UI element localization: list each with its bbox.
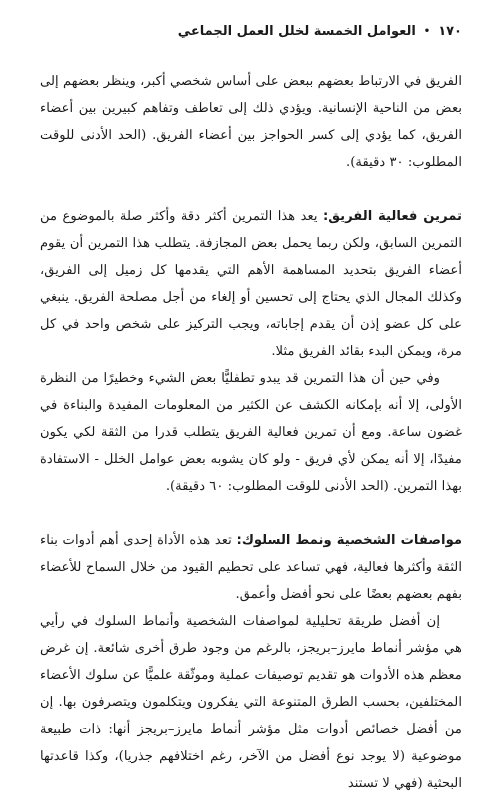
paragraph-text: الفريق في الارتباط بعضهم ببعض على أساس شخصي أكبر، وينظر بعضهم إلى بعض من الناحية الإنسانية. ويؤدي ذلك إلى تعاطف وتفاهم كبيرين بين أعضاء الفريق، كما يؤدي إلى كسر الحواجز بين أعضاء الفريق. (الحد الأدنى للوقت المطلوب: ٣٠ دقيقة). [40,74,462,170]
section-heading: تمرين فعالية الفريق: [322,209,463,224]
paragraph-text: إن أفضل طريقة تحليلية لمواصفات الشخصية وأنماط السلوك في رأيي هي مؤشر أنماط مايرز–بريجز، بالرغم من وجود طرق أخرى شائعة. إن غرض معظم هذه الأدوات هو تقديم توصيفات عملية وموثّقة علميًّا عن سلوك الأعضاء المختلفين، بحسب الطرق المتنوعة التي يفكرون ويتكلمون ويتصرفون بها. إن من أفضل خصائص أدوات مثل مؤشر أنماط مايرز–بريجز أنها: ذات طبيعة موضوعية (لا يوجد نوع أفضل من الآخر، رغم اختلافهم جذريا)، وكذا قاعدتها البحثية (فهي لا تستند [40,614,462,791]
section-gap [40,176,462,203]
paragraph-text: تعد هذه الأداة إحدى أهم أدوات بناء الثقة وأكثرها فعالية، فهي تساعد على تحطيم القيود من خلال السماح للأعضاء بفهم بعضهم بعضًا على نحو أفضل وأعمق. [40,533,462,602]
header-separator: • [423,25,431,37]
paragraph-text: يعد هذا التمرين أكثر دقة وأكثر صلة بالموضوع من التمرين السابق، ولكن ربما يحمل بعض المجازفة. يتطلب هذا التمرين أن يقوم أعضاء الفريق بتحديد المساهمة الأهم التي يقدمها كل زميل إلى الفريق، وكذلك المجال الذي يحتاج إلى تحسين أو إلغاء من أجل مصلحة الفريق. ينبغي على كل عضو إذن أن يقدم إجاباته، ويجب التركيز على شخص واحد في كل مرة، ويمكن البدء بقائد الفريق مثلا. [40,209,462,359]
paragraph-continuation [40,68,462,176]
paragraph-personality-profiles [40,527,462,608]
paragraph-exercise-benefits [40,365,462,500]
paragraph-myers-briggs [40,608,462,797]
paragraph-text: وفي حين أن هذا التمرين قد يبدو تطفليًّا بعض الشيء وخطيرًا من النظرة الأولى، إلا أنه بإمكانه الكشف عن الكثير من المعلومات المفيدة والبناءة في غضون ساعة. ومع أن تمرين فعالية الفريق يتطلب قدرا من الثقة لكي يكون مفيدًا، إلا أنه يمكن لأي فريق - ولو كان يشوبه بعض عوامل الخلل - الاستفادة بهذا التمرين. (الحد الأدنى للوقت المطلوب: ٦٠ دقيقة). [40,371,462,494]
running-header [40,20,462,42]
section-gap [40,500,462,527]
paragraph-team-effectiveness [40,203,462,365]
section-heading: مواصفات الشخصية ونمط السلوك: [236,533,463,548]
chapter-title: العوامل الخمسة لخلل العمل الجماعي [177,23,416,39]
page-number: ١٧٠ [438,23,462,39]
